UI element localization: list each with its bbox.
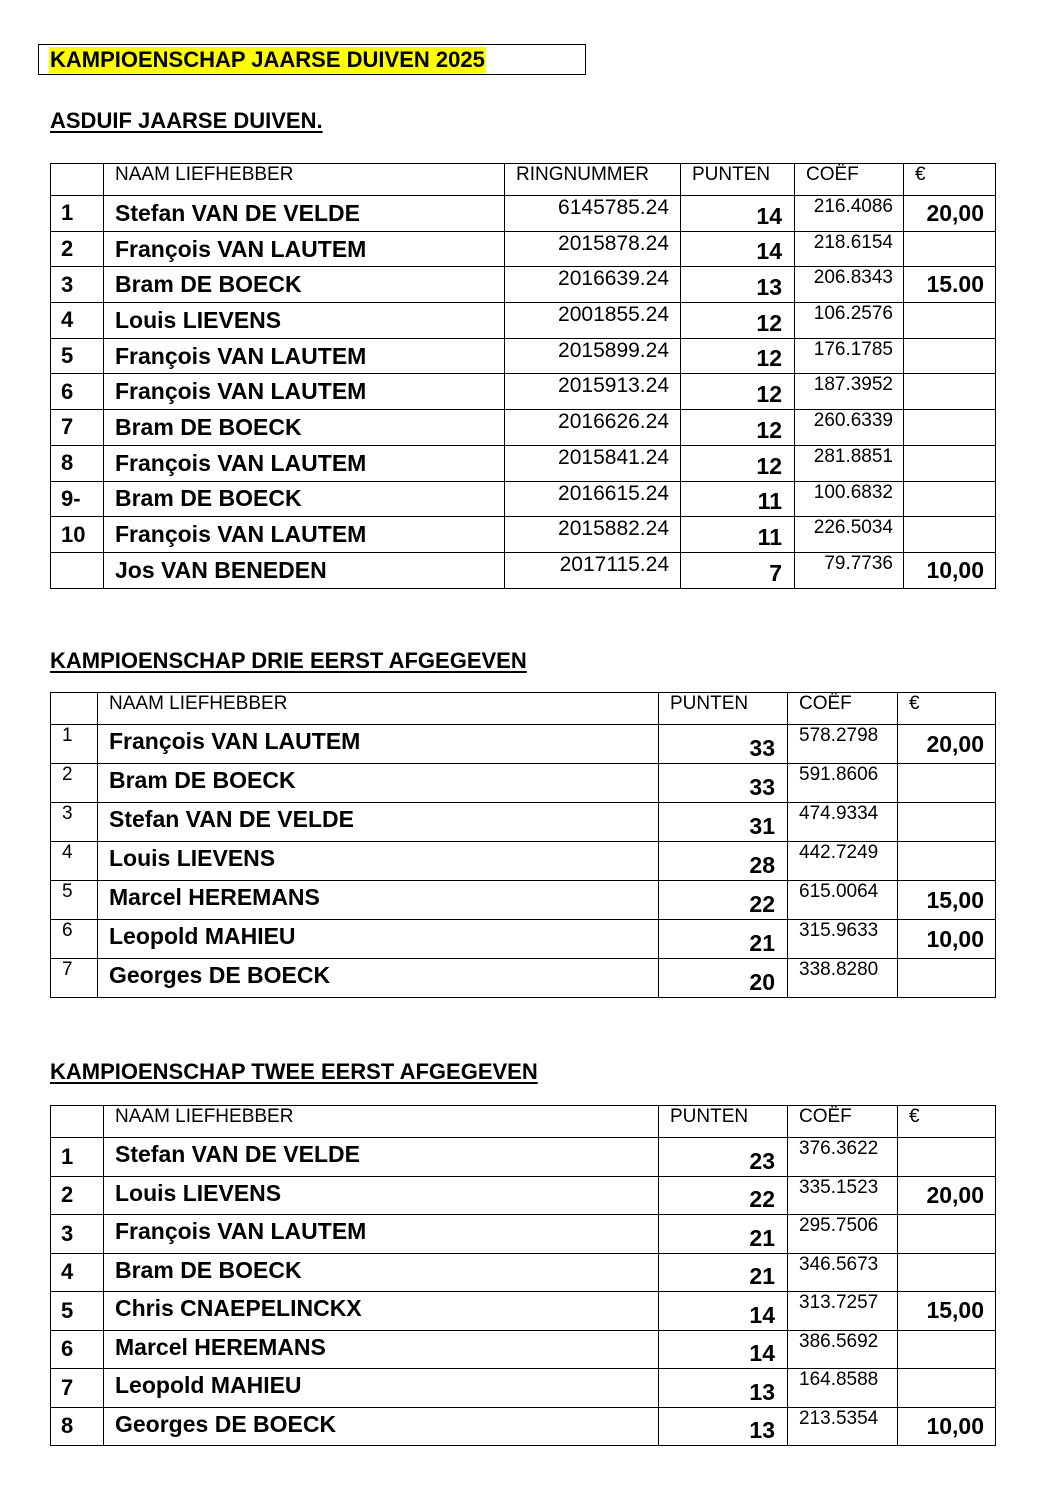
rank-cell: 4 xyxy=(51,303,104,339)
document-title: KAMPIOENSCHAP JAARSE DUIVEN 2025 xyxy=(50,47,485,72)
ring-number-cell: 2016615.24 xyxy=(505,481,681,517)
header-points: PUNTEN xyxy=(659,1106,788,1138)
points-cell: 31 xyxy=(659,803,788,842)
asduif-table-body xyxy=(51,164,996,589)
name-cell: François VAN LAUTEM xyxy=(104,338,505,374)
table-header-row xyxy=(51,164,996,196)
coef-cell: 206.8343 xyxy=(795,267,904,303)
name-cell: Louis LIEVENS xyxy=(104,303,505,339)
ring-number-cell: 2015878.24 xyxy=(505,231,681,267)
twee-eerst-table xyxy=(50,1105,996,1446)
ring-number-cell: 2016639.24 xyxy=(505,267,681,303)
points-cell: 11 xyxy=(681,481,795,517)
coef-cell: 335.1523 xyxy=(788,1176,898,1215)
rank-cell: 7 xyxy=(51,410,104,446)
name-cell: Stefan VAN DE VELDE xyxy=(104,1138,659,1177)
name-cell: Bram DE BOECK xyxy=(104,481,505,517)
name-cell: Georges DE BOECK xyxy=(98,959,659,998)
coef-cell: 260.6339 xyxy=(795,410,904,446)
rank-cell: 8 xyxy=(51,445,104,481)
points-cell: 12 xyxy=(681,445,795,481)
name-cell: Leopold MAHIEU xyxy=(104,1369,659,1408)
rank-cell: 5 xyxy=(51,881,98,920)
prize-cell xyxy=(898,1253,996,1292)
points-cell: 11 xyxy=(681,517,795,553)
coef-cell: 338.8280 xyxy=(788,959,898,998)
twee-eerst-table-body xyxy=(51,1106,996,1446)
table-row xyxy=(51,1330,996,1369)
name-cell: Georges DE BOECK xyxy=(104,1407,659,1446)
coef-cell: 187.3952 xyxy=(795,374,904,410)
coef-cell: 386.5692 xyxy=(788,1330,898,1369)
name-cell: Bram DE BOECK xyxy=(104,410,505,446)
table-row xyxy=(51,1407,996,1446)
points-cell: 28 xyxy=(659,842,788,881)
name-cell: François VAN LAUTEM xyxy=(104,231,505,267)
header-name: NAAM LIEFHEBBER xyxy=(104,1106,659,1138)
rank-cell: 2 xyxy=(51,764,98,803)
header-prize: € xyxy=(898,1106,996,1138)
header-points: PUNTEN xyxy=(681,164,795,196)
prize-cell xyxy=(898,1138,996,1177)
prize-cell xyxy=(898,803,996,842)
coef-cell: 615.0064 xyxy=(788,881,898,920)
prize-cell: 15,00 xyxy=(898,881,996,920)
table-row xyxy=(51,1292,996,1331)
coef-cell: 313.7257 xyxy=(788,1292,898,1331)
points-cell: 12 xyxy=(681,303,795,339)
header-points: PUNTEN xyxy=(659,693,788,725)
name-cell: François VAN LAUTEM xyxy=(98,725,659,764)
name-cell: François VAN LAUTEM xyxy=(104,374,505,410)
points-cell: 12 xyxy=(681,338,795,374)
points-cell: 13 xyxy=(681,267,795,303)
header-rank xyxy=(51,164,104,196)
name-cell: Bram DE BOECK xyxy=(104,267,505,303)
ring-number-cell: 2015882.24 xyxy=(505,517,681,553)
table-row xyxy=(51,196,996,232)
rank-cell: 6 xyxy=(51,374,104,410)
table-row xyxy=(51,920,996,959)
rank-cell: 9- xyxy=(51,481,104,517)
name-cell: François VAN LAUTEM xyxy=(104,1215,659,1254)
table-row xyxy=(51,267,996,303)
header-name: NAAM LIEFHEBBER xyxy=(98,693,659,725)
prize-cell: 10,00 xyxy=(904,552,996,588)
coef-cell: 79.7736 xyxy=(795,552,904,588)
points-cell: 14 xyxy=(681,231,795,267)
prize-cell xyxy=(904,231,996,267)
rank-cell: 10 xyxy=(51,517,104,553)
rank-cell: 1 xyxy=(51,1138,104,1177)
name-cell: Marcel HEREMANS xyxy=(104,1330,659,1369)
prize-cell xyxy=(904,303,996,339)
table-row xyxy=(51,481,996,517)
table-row xyxy=(51,517,996,553)
name-cell: Louis LIEVENS xyxy=(98,842,659,881)
prize-cell: 20,00 xyxy=(904,196,996,232)
prize-cell xyxy=(898,1330,996,1369)
header-rank xyxy=(51,1106,104,1138)
points-cell: 21 xyxy=(659,920,788,959)
coef-cell: 106.2576 xyxy=(795,303,904,339)
rank-cell xyxy=(51,552,104,588)
rank-cell: 4 xyxy=(51,842,98,881)
name-cell: Marcel HEREMANS xyxy=(98,881,659,920)
points-cell: 14 xyxy=(659,1292,788,1331)
coef-cell: 442.7249 xyxy=(788,842,898,881)
points-cell: 13 xyxy=(659,1407,788,1446)
ring-number-cell: 2015899.24 xyxy=(505,338,681,374)
prize-cell xyxy=(898,764,996,803)
table-row xyxy=(51,338,996,374)
table-row xyxy=(51,1215,996,1254)
prize-cell: 15,00 xyxy=(898,1292,996,1331)
header-rank xyxy=(51,693,98,725)
name-cell: Stefan VAN DE VELDE xyxy=(98,803,659,842)
coef-cell: 213.5354 xyxy=(788,1407,898,1446)
points-cell: 13 xyxy=(659,1369,788,1408)
points-cell: 23 xyxy=(659,1138,788,1177)
points-cell: 20 xyxy=(659,959,788,998)
points-cell: 21 xyxy=(659,1215,788,1254)
name-cell: Bram DE BOECK xyxy=(104,1253,659,1292)
coef-cell: 578.2798 xyxy=(788,725,898,764)
coef-cell: 346.5673 xyxy=(788,1253,898,1292)
points-cell: 21 xyxy=(659,1253,788,1292)
coef-cell: 176.1785 xyxy=(795,338,904,374)
coef-cell: 281.8851 xyxy=(795,445,904,481)
prize-cell: 20,00 xyxy=(898,725,996,764)
coef-cell: 164.8588 xyxy=(788,1369,898,1408)
header-ring: RINGNUMMER xyxy=(505,164,681,196)
section1-heading: ASDUIF JAARSE DUIVEN. xyxy=(50,108,323,133)
table-header-row xyxy=(51,1106,996,1138)
table-header-row xyxy=(51,693,996,725)
rank-cell: 3 xyxy=(51,1215,104,1254)
table-row xyxy=(51,552,996,588)
prize-cell: 10,00 xyxy=(898,1407,996,1446)
points-cell: 12 xyxy=(681,374,795,410)
header-prize: € xyxy=(898,693,996,725)
name-cell: François VAN LAUTEM xyxy=(104,445,505,481)
points-cell: 7 xyxy=(681,552,795,588)
table-row xyxy=(51,410,996,446)
table-row xyxy=(51,842,996,881)
rank-cell: 1 xyxy=(51,725,98,764)
points-cell: 33 xyxy=(659,725,788,764)
rank-cell: 5 xyxy=(51,1292,104,1331)
rank-cell: 3 xyxy=(51,803,98,842)
table-row xyxy=(51,959,996,998)
prize-cell xyxy=(904,517,996,553)
rank-cell: 4 xyxy=(51,1253,104,1292)
points-cell: 22 xyxy=(659,1176,788,1215)
points-cell: 33 xyxy=(659,764,788,803)
coef-cell: 218.6154 xyxy=(795,231,904,267)
ring-number-cell: 2001855.24 xyxy=(505,303,681,339)
name-cell: Stefan VAN DE VELDE xyxy=(104,196,505,232)
ring-number-cell: 2015841.24 xyxy=(505,445,681,481)
name-cell: Bram DE BOECK xyxy=(98,764,659,803)
rank-cell: 2 xyxy=(51,231,104,267)
prize-cell xyxy=(904,445,996,481)
header-coef: COËF xyxy=(788,1106,898,1138)
table-row xyxy=(51,231,996,267)
coef-cell: 100.6832 xyxy=(795,481,904,517)
prize-cell xyxy=(898,1369,996,1408)
coef-cell: 474.9334 xyxy=(788,803,898,842)
coef-cell: 591.8606 xyxy=(788,764,898,803)
points-cell: 22 xyxy=(659,881,788,920)
table-row xyxy=(51,1138,996,1177)
rank-cell: 6 xyxy=(51,1330,104,1369)
rank-cell: 2 xyxy=(51,1176,104,1215)
prize-cell xyxy=(904,374,996,410)
prize-cell: 10,00 xyxy=(898,920,996,959)
header-coef: COËF xyxy=(788,693,898,725)
points-cell: 14 xyxy=(681,196,795,232)
ring-number-cell: 6145785.24 xyxy=(505,196,681,232)
rank-cell: 7 xyxy=(51,1369,104,1408)
points-cell: 12 xyxy=(681,410,795,446)
table-row xyxy=(51,803,996,842)
document-title-box xyxy=(38,44,586,75)
coef-cell: 295.7506 xyxy=(788,1215,898,1254)
name-cell: Chris CNAEPELINCKX xyxy=(104,1292,659,1331)
rank-cell: 3 xyxy=(51,267,104,303)
ring-number-cell: 2015913.24 xyxy=(505,374,681,410)
rank-cell: 1 xyxy=(51,196,104,232)
prize-cell xyxy=(904,481,996,517)
table-row xyxy=(51,725,996,764)
table-row xyxy=(51,303,996,339)
header-name: NAAM LIEFHEBBER xyxy=(104,164,505,196)
drie-eerst-table xyxy=(50,692,996,998)
coef-cell: 376.3622 xyxy=(788,1138,898,1177)
ring-number-cell: 2016626.24 xyxy=(505,410,681,446)
table-row xyxy=(51,1176,996,1215)
name-cell: Jos VAN BENEDEN xyxy=(104,552,505,588)
table-row xyxy=(51,445,996,481)
prize-cell xyxy=(904,410,996,446)
ring-number-cell: 2017115.24 xyxy=(505,552,681,588)
prize-cell: 15.00 xyxy=(904,267,996,303)
prize-cell xyxy=(898,959,996,998)
rank-cell: 5 xyxy=(51,338,104,374)
name-cell: François VAN LAUTEM xyxy=(104,517,505,553)
rank-cell: 7 xyxy=(51,959,98,998)
section2-heading: KAMPIOENSCHAP DRIE EERST AFGEGEVEN xyxy=(50,648,527,673)
table-row xyxy=(51,1369,996,1408)
name-cell: Louis LIEVENS xyxy=(104,1176,659,1215)
table-row xyxy=(51,374,996,410)
coef-cell: 226.5034 xyxy=(795,517,904,553)
header-prize: € xyxy=(904,164,996,196)
name-cell: Leopold MAHIEU xyxy=(98,920,659,959)
section3-heading: KAMPIOENSCHAP TWEE EERST AFGEGEVEN xyxy=(50,1059,538,1084)
table-row xyxy=(51,881,996,920)
rank-cell: 8 xyxy=(51,1407,104,1446)
coef-cell: 216.4086 xyxy=(795,196,904,232)
table-row xyxy=(51,1253,996,1292)
prize-cell xyxy=(898,1215,996,1254)
points-cell: 14 xyxy=(659,1330,788,1369)
rank-cell: 6 xyxy=(51,920,98,959)
prize-cell xyxy=(904,338,996,374)
coef-cell: 315.9633 xyxy=(788,920,898,959)
prize-cell: 20,00 xyxy=(898,1176,996,1215)
table-row xyxy=(51,764,996,803)
asduif-table xyxy=(50,163,996,589)
prize-cell xyxy=(898,842,996,881)
drie-eerst-table-body xyxy=(51,693,996,998)
header-coef: COËF xyxy=(795,164,904,196)
